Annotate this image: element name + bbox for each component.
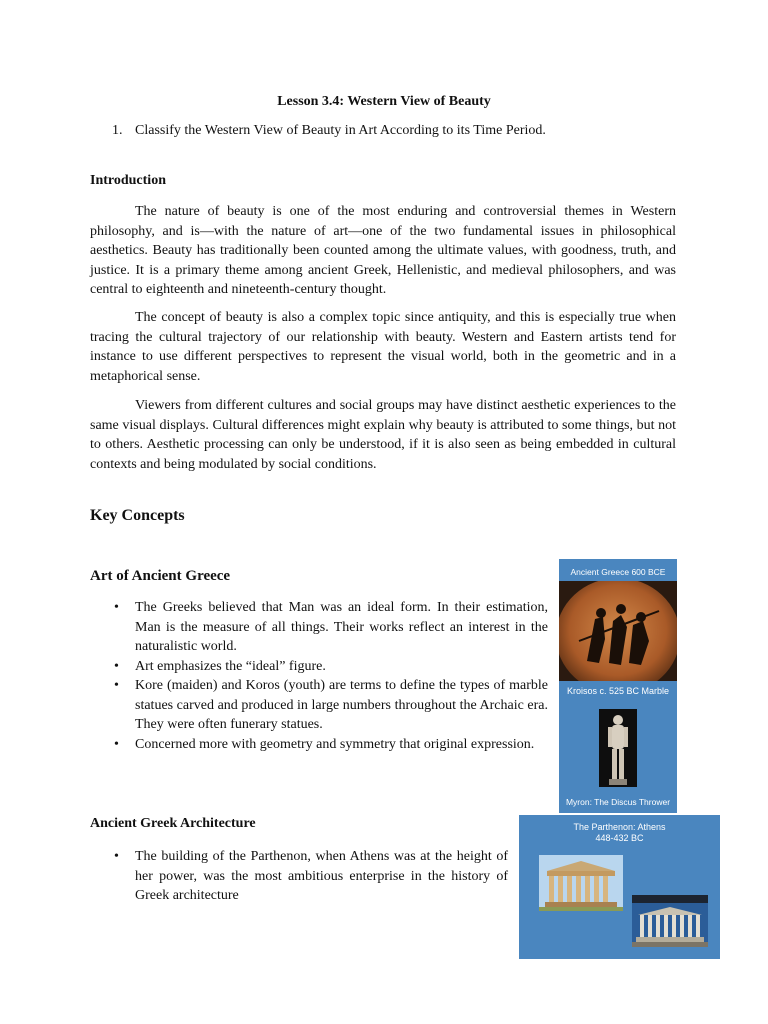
bullet-icon: • [114,736,119,752]
bullet-icon: • [114,678,119,693]
slide-caption-line1: The Parthenon: Athens [573,822,666,832]
bullet-text: The Greeks believed that Man was an ideal form. In their estimation, Man is the measure of all things. Their works reflect an interest in the naturalistic world. [135,600,548,654]
intro-paragraph-1: The nature of beauty is one of the most enduring and controversial themes in Western philosophy, and is—with the nature of art—one of the two fundamental issues in philosophical aesthetics. Beauty has traditionally been counted among the ultimate values, with goodness, truth, and justice. It is a primary theme among ancient Greek, Hellenistic, and medieval philosophers, and was central to eighteenth and nineteenth-century thought. [90,204,676,297]
objective-text: Classify the Western View of Beauty in Art According to its Time Period. [135,123,546,138]
bullet-text: Kore (maiden) and Koros (youth) are terms to define the types of marble statues carved and produced in large numbers throughout the Archaic era. They were often funerary statues. [135,678,548,732]
amphora-painting-icon [559,581,677,681]
architecture-heading: Ancient Greek Architecture [90,816,256,831]
list-item [90,598,548,657]
key-concepts-heading: Key Concepts [90,507,185,524]
bullet-text: The building of the Parthenon, when Athens was at the height of her power, was the most ambitious enterprise in the history of Greek architecture [135,849,508,903]
slide-caption-mid: Kroisos c. 525 BC Marble [566,686,670,696]
bullet-text: Concerned more with geometry and symmetry that original expression. [135,736,535,752]
parthenon-photo-icon [539,855,623,911]
introduction-heading: Introduction [90,173,166,188]
greece-heading: Art of Ancient Greece [90,568,231,584]
list-item [90,676,548,735]
greece-bullet-list [90,598,548,754]
bullet-icon: • [114,600,119,615]
list-item [90,657,548,677]
bullet-icon: • [114,849,119,864]
lesson-title: Lesson 3.4: Western View of Beauty [277,94,491,109]
architecture-bullet-list [90,847,508,906]
slide-caption-line2: 448-432 BC [595,833,644,843]
intro-paragraph-3: Viewers from different cultures and social groups may have distinct aesthetic experiences to the same visual displays. Cultural differences might explain why beauty is attributed to some things, but not to others. Aesthetic processing can only be understood, if it is also seen as being embedded in cultural contexts and being modulated by social conditions. [90,398,676,472]
slide-caption-bottom: Myron: The Discus Thrower [565,797,671,807]
bullet-text: Art emphasizes the “ideal” figure. [135,658,326,674]
greece-slide-image [559,559,677,813]
parthenon-slide-image [519,815,720,959]
kroisos-statue-icon [599,709,637,787]
parthenon-ruins-photo-icon [632,895,708,947]
slide-caption-top: Ancient Greece 600 BCE [570,567,666,577]
objective-number: 1. [112,123,123,138]
list-item [90,735,548,755]
intro-paragraph-2: The concept of beauty is also a complex topic since antiquity, and this is especially true when tracing the cultural trajectory of our relationship with beauty. Western and Eastern artists tend for instance to use different perspectives to represent the visual world, both in the geometric and in a metaphorical sense. [90,310,676,384]
list-item [90,847,508,906]
bullet-icon: • [114,658,119,674]
